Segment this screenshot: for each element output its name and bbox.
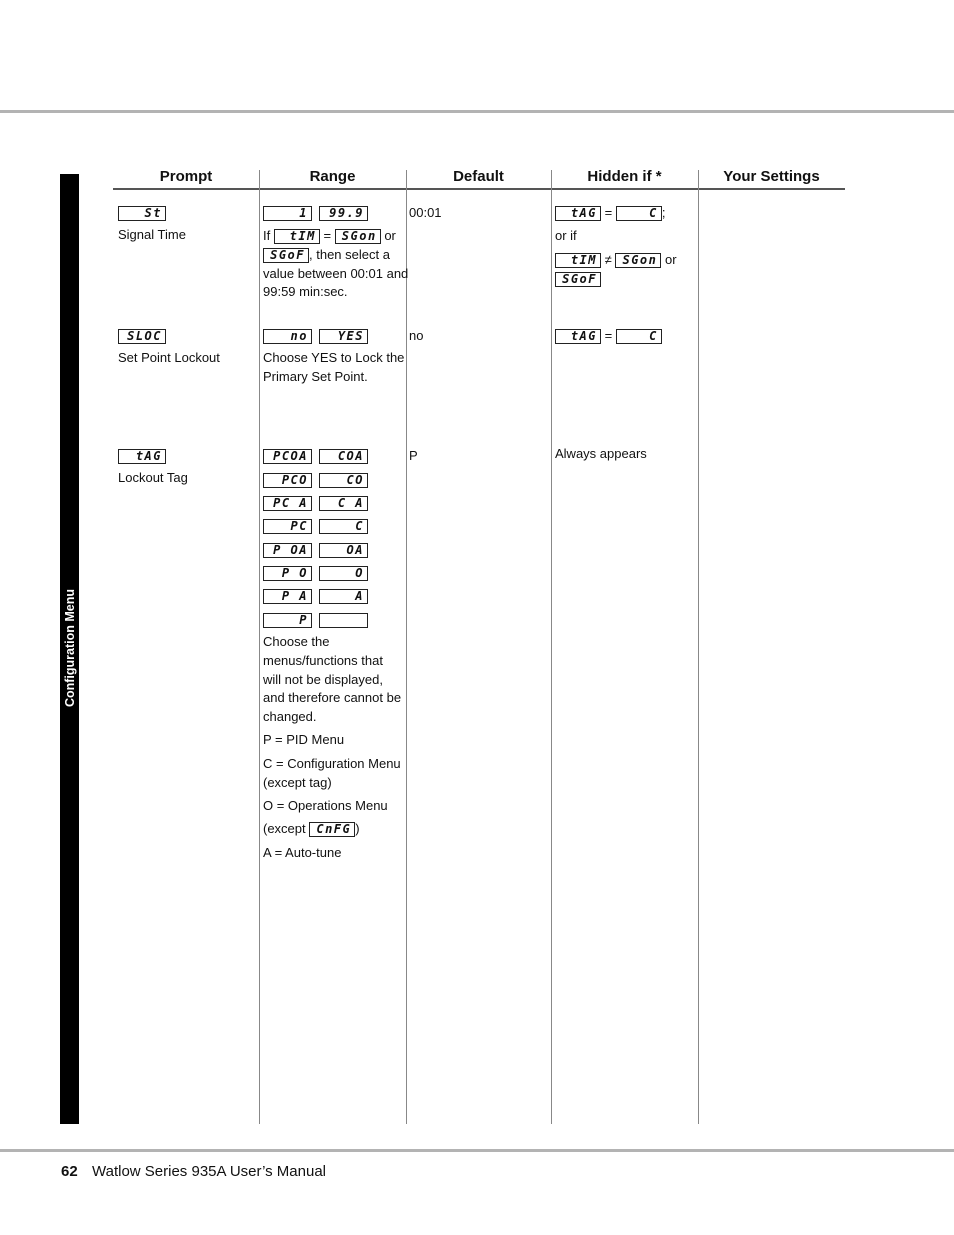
prompt-name: Lockout Tag	[118, 470, 188, 485]
range-text	[263, 821, 360, 837]
default-value: no	[409, 328, 424, 343]
range-if: If	[263, 228, 271, 243]
column-divider	[551, 170, 552, 1124]
range-option-display	[319, 613, 368, 628]
prompt-code-display: SLOC	[118, 329, 166, 344]
range-inline-display: SGoF	[263, 248, 309, 263]
range-text: menus/functions that	[263, 653, 383, 668]
range-text: Primary Set Point.	[263, 369, 368, 384]
hidden-inline-display: tIM	[555, 253, 601, 268]
header-hidden-if: Hidden if *	[587, 168, 662, 185]
range-text	[263, 247, 390, 263]
range-option-display: PCOA	[263, 449, 312, 464]
range-text: changed.	[263, 709, 317, 724]
range-text: and therefore cannot be	[263, 690, 402, 705]
range-text: (except tag)	[263, 775, 332, 790]
range-display: 1	[263, 206, 312, 221]
prompt-code-display: tAG	[118, 449, 166, 464]
range-eq: =	[323, 228, 332, 243]
prompt-name: Signal Time	[118, 227, 186, 242]
column-divider	[259, 170, 260, 1124]
range-option-display: P	[263, 613, 312, 628]
range-text-part: )	[355, 821, 360, 836]
prompt-name: Set Point Lockout	[118, 350, 220, 365]
range-option-display: PC	[263, 519, 312, 534]
range-text-part: , then select a	[309, 247, 390, 262]
range-option-display: C A	[319, 496, 368, 511]
range-text: Choose YES to Lock the	[263, 350, 405, 365]
section-tab	[60, 174, 79, 1124]
range-option-display: PC A	[263, 496, 312, 511]
hidden-or: or	[665, 252, 677, 267]
range-option-display: PCO	[263, 473, 312, 488]
range-option-display: CO	[319, 473, 368, 488]
top-rule	[0, 110, 954, 113]
range-text: C = Configuration Menu	[263, 756, 401, 771]
range-or: or	[384, 228, 396, 243]
hidden-condition	[555, 252, 677, 268]
section-tab-label: Configuration Menu	[62, 588, 77, 708]
header-default: Default	[453, 168, 504, 185]
hidden-eq: =	[604, 328, 613, 343]
hidden-eq: =	[604, 205, 613, 220]
range-inline-display: SGon	[335, 229, 381, 244]
range-option-display: A	[319, 589, 368, 604]
range-display: no	[263, 329, 312, 344]
hidden-inline-display: SGoF	[555, 272, 601, 287]
hidden-condition	[555, 205, 665, 221]
range-display: YES	[319, 329, 368, 344]
header-range: Range	[309, 168, 356, 185]
range-option-display: OA	[319, 543, 368, 558]
hidden-inline-display: SGon	[615, 253, 661, 268]
manual-title: Watlow Series 935A User’s Manual	[92, 1163, 326, 1180]
default-value: P	[409, 448, 418, 463]
column-divider	[406, 170, 407, 1124]
hidden-inline-display: C	[616, 329, 662, 344]
range-option-display: P OA	[263, 543, 312, 558]
hidden-text: Always appears	[555, 446, 647, 461]
hidden-inline-display: tAG	[555, 329, 601, 344]
header-rule	[113, 188, 845, 190]
hidden-inline-display: C	[616, 206, 662, 221]
range-text: 99:59 min:sec.	[263, 284, 348, 299]
range-option-display: C	[319, 519, 368, 534]
range-inline-display: CnFG	[309, 822, 355, 837]
hidden-inline-display: tAG	[555, 206, 601, 221]
range-text: Choose the	[263, 634, 330, 649]
range-option-display: P A	[263, 589, 312, 604]
bottom-rule	[0, 1149, 954, 1152]
range-text: will not be displayed,	[263, 672, 383, 687]
range-text	[263, 228, 396, 244]
column-divider	[698, 170, 699, 1124]
hidden-neq: ≠	[604, 252, 612, 267]
range-text: value between 00:01 and	[263, 266, 409, 281]
range-display: 99.9	[319, 206, 368, 221]
header-your-settings: Your Settings	[723, 168, 820, 185]
page-number: 62	[61, 1163, 78, 1180]
range-text-part: (except	[263, 821, 306, 836]
header-prompt: Prompt	[159, 168, 213, 185]
range-text: O = Operations Menu	[263, 798, 388, 813]
prompt-code-display: St	[118, 206, 166, 221]
range-text: A = Auto-tune	[263, 845, 342, 860]
default-value: 00:01	[409, 205, 442, 220]
range-option-display: P O	[263, 566, 312, 581]
hidden-condition	[555, 328, 662, 344]
range-option-display: O	[319, 566, 368, 581]
range-option-display: COA	[319, 449, 368, 464]
range-text: P = PID Menu	[263, 732, 345, 747]
hidden-condition	[555, 271, 601, 287]
hidden-text: or if	[555, 228, 577, 243]
range-inline-display: tIM	[274, 229, 320, 244]
hidden-semicolon: ;	[661, 205, 666, 220]
